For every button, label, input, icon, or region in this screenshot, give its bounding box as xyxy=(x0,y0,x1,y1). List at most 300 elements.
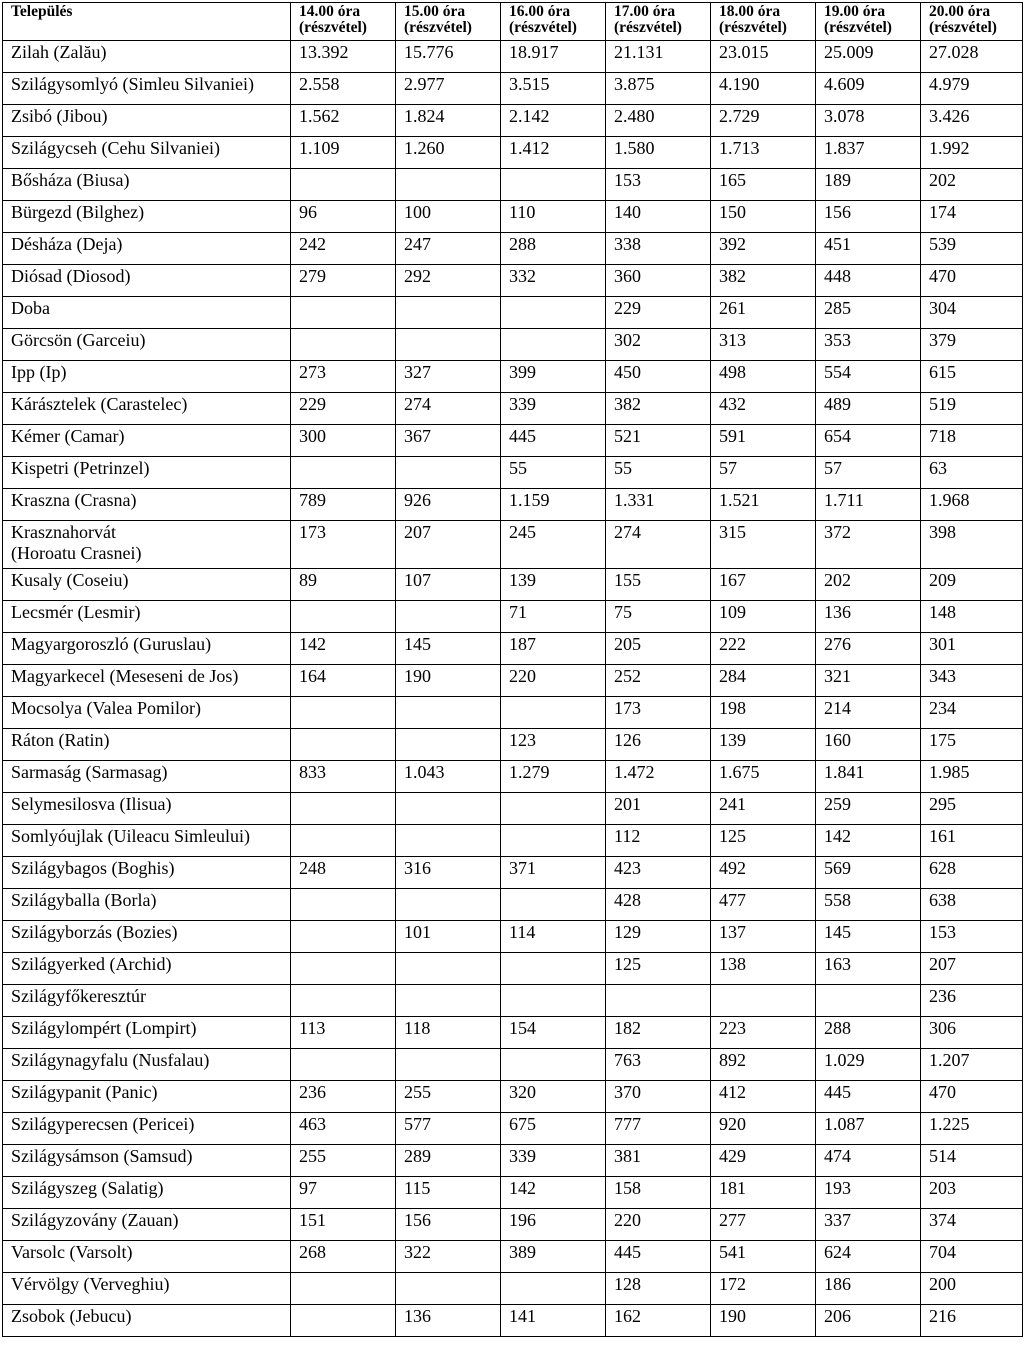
table-row xyxy=(3,1177,1023,1209)
turnout-value-cell: 1.713 xyxy=(711,137,816,169)
turnout-value-cell: 498 xyxy=(711,361,816,393)
turnout-value-cell: 577 xyxy=(396,1113,501,1145)
turnout-value-cell xyxy=(501,169,606,201)
place-name-line: Zsibó (Jibou) xyxy=(11,106,108,126)
place-name-cell xyxy=(3,233,291,265)
table-row xyxy=(3,73,1023,105)
turnout-value-cell: 151 xyxy=(291,1209,396,1241)
place-name-line: Szilágysomlyó (Simleu Silvaniei) xyxy=(11,74,254,94)
header-hour-sub: (részvétel) xyxy=(614,19,682,36)
place-name-line: Szilágyszeg (Salatig) xyxy=(11,1178,164,1198)
turnout-value-cell xyxy=(291,601,396,633)
turnout-value-cell: 304 xyxy=(921,297,1023,329)
turnout-value-cell: 15.776 xyxy=(396,41,501,73)
turnout-value-cell: 288 xyxy=(501,233,606,265)
turnout-value-cell: 1.159 xyxy=(501,489,606,521)
turnout-value-cell: 1.207 xyxy=(921,1049,1023,1081)
turnout-value-cell xyxy=(291,297,396,329)
turnout-value-cell: 3.426 xyxy=(921,105,1023,137)
turnout-value-cell: 112 xyxy=(606,825,711,857)
turnout-value-cell: 337 xyxy=(816,1209,921,1241)
turnout-value-cell: 1.279 xyxy=(501,761,606,793)
turnout-value-cell: 128 xyxy=(606,1273,711,1305)
turnout-value-cell: 381 xyxy=(606,1145,711,1177)
turnout-value-cell xyxy=(396,825,501,857)
turnout-value-cell xyxy=(291,1273,396,1305)
turnout-value-cell: 450 xyxy=(606,361,711,393)
turnout-value-cell: 353 xyxy=(816,329,921,361)
place-name-line: Magyarkecel (Meseseni de Jos) xyxy=(11,666,239,686)
turnout-value-cell xyxy=(501,329,606,361)
turnout-value-cell: 3.078 xyxy=(816,105,921,137)
table-row xyxy=(3,921,1023,953)
place-name-cell xyxy=(3,137,291,169)
turnout-value-cell: 704 xyxy=(921,1241,1023,1273)
turnout-value-cell xyxy=(606,985,711,1017)
place-name-cell xyxy=(3,633,291,665)
turnout-value-cell: 313 xyxy=(711,329,816,361)
table-row xyxy=(3,793,1023,825)
turnout-value-cell: 569 xyxy=(816,857,921,889)
turnout-value-cell xyxy=(291,329,396,361)
table-row xyxy=(3,569,1023,601)
place-name-cell xyxy=(3,857,291,889)
turnout-value-cell: 214 xyxy=(816,697,921,729)
turnout-value-cell: 158 xyxy=(606,1177,711,1209)
place-name-cell xyxy=(3,889,291,921)
turnout-value-cell xyxy=(291,985,396,1017)
turnout-value-cell xyxy=(501,953,606,985)
header-hour-sub: (részvétel) xyxy=(299,19,367,36)
turnout-value-cell: 206 xyxy=(816,1305,921,1337)
turnout-value-cell: 141 xyxy=(501,1305,606,1337)
turnout-value-cell: 153 xyxy=(921,921,1023,953)
turnout-value-cell: 470 xyxy=(921,265,1023,297)
place-name-cell xyxy=(3,921,291,953)
turnout-value-cell xyxy=(501,889,606,921)
turnout-value-cell: 451 xyxy=(816,233,921,265)
turnout-value-cell: 2.977 xyxy=(396,73,501,105)
place-name-line: Diósad (Diosod) xyxy=(11,266,131,286)
turnout-value-cell xyxy=(501,697,606,729)
turnout-value-cell: 615 xyxy=(921,361,1023,393)
turnout-value-cell: 892 xyxy=(711,1049,816,1081)
turnout-value-cell: 477 xyxy=(711,889,816,921)
place-name-line: Varsolc (Varsolt) xyxy=(11,1242,133,1262)
turnout-value-cell: 255 xyxy=(396,1081,501,1113)
header-hour-20 xyxy=(921,3,1023,41)
place-name-line: Kémer (Camar) xyxy=(11,426,125,446)
place-name-cell xyxy=(3,41,291,73)
turnout-value-cell: 301 xyxy=(921,633,1023,665)
turnout-value-cell: 1.260 xyxy=(396,137,501,169)
table-row xyxy=(3,169,1023,201)
table-row xyxy=(3,105,1023,137)
turnout-value-cell: 162 xyxy=(606,1305,711,1337)
place-name-cell xyxy=(3,697,291,729)
place-name-line: (Horoatu Crasnei) xyxy=(11,543,142,563)
turnout-value-cell: 1.985 xyxy=(921,761,1023,793)
turnout-value-cell: 1.043 xyxy=(396,761,501,793)
place-name-line: Ráton (Ratin) xyxy=(11,730,110,750)
turnout-table xyxy=(2,2,1023,1337)
header-hour-label: 16.00 óra xyxy=(509,3,571,20)
place-name-line: Mocsolya (Valea Pomilor) xyxy=(11,698,201,718)
turnout-value-cell: 229 xyxy=(291,393,396,425)
place-name-line: Krasznahorvát xyxy=(11,522,116,542)
turnout-value-cell xyxy=(291,921,396,953)
place-name-line: Sarmaság (Sarmasag) xyxy=(11,762,168,782)
place-name-cell xyxy=(3,1049,291,1081)
turnout-value-cell: 200 xyxy=(921,1273,1023,1305)
place-name-line: Szilágyperecsen (Pericei) xyxy=(11,1114,195,1134)
turnout-value-cell: 138 xyxy=(711,953,816,985)
turnout-value-cell xyxy=(501,985,606,1017)
turnout-value-cell: 360 xyxy=(606,265,711,297)
turnout-value-cell: 514 xyxy=(921,1145,1023,1177)
place-name-line: Szilágynagyfalu (Nusfalau) xyxy=(11,1050,210,1070)
turnout-value-cell: 926 xyxy=(396,489,501,521)
turnout-value-cell: 492 xyxy=(711,857,816,889)
turnout-value-cell: 222 xyxy=(711,633,816,665)
turnout-value-cell: 382 xyxy=(711,265,816,297)
place-name-line: Vérvölgy (Verveghiu) xyxy=(11,1274,170,1294)
turnout-value-cell: 519 xyxy=(921,393,1023,425)
turnout-value-cell: 445 xyxy=(501,425,606,457)
turnout-value-cell: 241 xyxy=(711,793,816,825)
turnout-value-cell: 1.711 xyxy=(816,489,921,521)
turnout-value-cell: 216 xyxy=(921,1305,1023,1337)
place-name-line: Szilágyborzás (Bozies) xyxy=(11,922,178,942)
turnout-value-cell: 190 xyxy=(711,1305,816,1337)
place-name-cell xyxy=(3,665,291,697)
turnout-value-cell: 207 xyxy=(921,953,1023,985)
place-name-line: Szilágyballa (Borla) xyxy=(11,890,157,910)
turnout-value-cell: 1.968 xyxy=(921,489,1023,521)
place-name-line: Szilágysámson (Samsud) xyxy=(11,1146,193,1166)
turnout-value-cell: 302 xyxy=(606,329,711,361)
turnout-value-cell xyxy=(291,457,396,489)
turnout-value-cell: 242 xyxy=(291,233,396,265)
turnout-value-cell: 109 xyxy=(711,601,816,633)
turnout-value-cell: 2.480 xyxy=(606,105,711,137)
turnout-value-cell: 207 xyxy=(396,521,501,569)
turnout-value-cell: 174 xyxy=(921,201,1023,233)
turnout-value-cell: 155 xyxy=(606,569,711,601)
turnout-value-cell xyxy=(396,329,501,361)
table-row xyxy=(3,361,1023,393)
turnout-value-cell: 322 xyxy=(396,1241,501,1273)
turnout-value-cell: 1.824 xyxy=(396,105,501,137)
turnout-value-cell: 274 xyxy=(396,393,501,425)
turnout-value-cell: 1.331 xyxy=(606,489,711,521)
place-name-cell xyxy=(3,601,291,633)
turnout-value-cell xyxy=(291,1049,396,1081)
place-name-cell xyxy=(3,297,291,329)
turnout-value-cell xyxy=(501,297,606,329)
header-hour-label: 17.00 óra xyxy=(614,3,676,20)
turnout-value-cell: 156 xyxy=(816,201,921,233)
turnout-value-cell: 1.412 xyxy=(501,137,606,169)
table-row xyxy=(3,697,1023,729)
turnout-value-cell: 97 xyxy=(291,1177,396,1209)
table-row xyxy=(3,393,1023,425)
turnout-value-cell xyxy=(291,169,396,201)
turnout-value-cell: 142 xyxy=(291,633,396,665)
place-name-line: Szilágylompért (Lompirt) xyxy=(11,1018,197,1038)
turnout-value-cell: 3.875 xyxy=(606,73,711,105)
table-row xyxy=(3,521,1023,569)
table-row xyxy=(3,1081,1023,1113)
turnout-value-cell: 175 xyxy=(921,729,1023,761)
turnout-value-cell: 279 xyxy=(291,265,396,297)
turnout-value-cell: 4.190 xyxy=(711,73,816,105)
turnout-value-cell: 316 xyxy=(396,857,501,889)
turnout-value-cell: 125 xyxy=(711,825,816,857)
turnout-value-cell xyxy=(396,953,501,985)
turnout-value-cell: 1.225 xyxy=(921,1113,1023,1145)
turnout-value-cell: 261 xyxy=(711,297,816,329)
table-row xyxy=(3,265,1023,297)
turnout-value-cell: 591 xyxy=(711,425,816,457)
turnout-value-cell: 370 xyxy=(606,1081,711,1113)
turnout-value-cell xyxy=(396,169,501,201)
turnout-value-cell: 398 xyxy=(921,521,1023,569)
table-row xyxy=(3,297,1023,329)
header-hour-19 xyxy=(816,3,921,41)
turnout-value-cell: 389 xyxy=(501,1241,606,1273)
turnout-value-cell: 27.028 xyxy=(921,41,1023,73)
place-name-cell xyxy=(3,793,291,825)
turnout-value-cell: 140 xyxy=(606,201,711,233)
table-row xyxy=(3,1273,1023,1305)
turnout-value-cell: 164 xyxy=(291,665,396,697)
turnout-value-cell: 160 xyxy=(816,729,921,761)
turnout-value-cell: 156 xyxy=(396,1209,501,1241)
turnout-value-cell: 248 xyxy=(291,857,396,889)
turnout-value-cell: 300 xyxy=(291,425,396,457)
turnout-value-cell: 285 xyxy=(816,297,921,329)
place-name-cell xyxy=(3,569,291,601)
turnout-value-cell: 1.841 xyxy=(816,761,921,793)
place-name-line: Magyargoroszló (Guruslau) xyxy=(11,634,212,654)
place-name-line: Szilágyzovány (Zauan) xyxy=(11,1210,179,1230)
place-name-cell xyxy=(3,1177,291,1209)
turnout-value-cell: 209 xyxy=(921,569,1023,601)
turnout-value-cell: 57 xyxy=(816,457,921,489)
turnout-value-cell: 220 xyxy=(606,1209,711,1241)
turnout-value-cell: 25.009 xyxy=(816,41,921,73)
turnout-value-cell: 371 xyxy=(501,857,606,889)
turnout-value-cell xyxy=(396,793,501,825)
turnout-value-cell: 136 xyxy=(816,601,921,633)
turnout-value-cell: 229 xyxy=(606,297,711,329)
turnout-value-cell: 115 xyxy=(396,1177,501,1209)
turnout-value-cell: 3.515 xyxy=(501,73,606,105)
turnout-value-cell: 382 xyxy=(606,393,711,425)
place-name-line: Bősháza (Biusa) xyxy=(11,170,130,190)
turnout-value-cell: 161 xyxy=(921,825,1023,857)
turnout-value-cell: 1.109 xyxy=(291,137,396,169)
turnout-value-cell: 1.992 xyxy=(921,137,1023,169)
turnout-value-cell: 154 xyxy=(501,1017,606,1049)
turnout-value-cell xyxy=(396,1049,501,1081)
turnout-value-cell: 55 xyxy=(501,457,606,489)
turnout-value-cell xyxy=(396,889,501,921)
place-name-cell xyxy=(3,1017,291,1049)
turnout-value-cell: 181 xyxy=(711,1177,816,1209)
turnout-value-cell: 13.392 xyxy=(291,41,396,73)
turnout-value-cell: 474 xyxy=(816,1145,921,1177)
turnout-value-cell: 245 xyxy=(501,521,606,569)
header-hour-label: 19.00 óra xyxy=(824,3,886,20)
header-hour-label: 18.00 óra xyxy=(719,3,781,20)
turnout-value-cell xyxy=(396,457,501,489)
turnout-value-cell: 89 xyxy=(291,569,396,601)
turnout-value-cell: 220 xyxy=(501,665,606,697)
turnout-value-cell: 289 xyxy=(396,1145,501,1177)
turnout-value-cell: 339 xyxy=(501,1145,606,1177)
place-name-cell xyxy=(3,1209,291,1241)
turnout-value-cell xyxy=(396,297,501,329)
place-name-cell xyxy=(3,953,291,985)
turnout-value-cell: 521 xyxy=(606,425,711,457)
turnout-value-cell: 142 xyxy=(816,825,921,857)
turnout-value-cell xyxy=(396,729,501,761)
turnout-value-cell xyxy=(396,697,501,729)
turnout-value-cell xyxy=(816,985,921,1017)
turnout-value-cell: 1.521 xyxy=(711,489,816,521)
place-name-cell xyxy=(3,1113,291,1145)
turnout-value-cell: 274 xyxy=(606,521,711,569)
turnout-value-cell: 252 xyxy=(606,665,711,697)
turnout-value-cell: 255 xyxy=(291,1145,396,1177)
place-name-cell xyxy=(3,1081,291,1113)
turnout-value-cell: 412 xyxy=(711,1081,816,1113)
header-hour-sub: (részvétel) xyxy=(824,19,892,36)
turnout-value-cell: 284 xyxy=(711,665,816,697)
place-name-line: Selymesilosva (Ilisua) xyxy=(11,794,172,814)
table-row xyxy=(3,1113,1023,1145)
turnout-value-cell: 259 xyxy=(816,793,921,825)
place-name-cell xyxy=(3,825,291,857)
table-row xyxy=(3,1017,1023,1049)
turnout-value-cell: 173 xyxy=(606,697,711,729)
table-row xyxy=(3,857,1023,889)
turnout-value-cell: 463 xyxy=(291,1113,396,1145)
table-row xyxy=(3,1241,1023,1273)
turnout-value-cell: 277 xyxy=(711,1209,816,1241)
turnout-value-cell: 129 xyxy=(606,921,711,953)
turnout-value-cell: 554 xyxy=(816,361,921,393)
turnout-value-cell: 339 xyxy=(501,393,606,425)
turnout-value-cell: 113 xyxy=(291,1017,396,1049)
header-hour-sub: (részvétel) xyxy=(719,19,787,36)
turnout-value-cell: 201 xyxy=(606,793,711,825)
place-name-cell xyxy=(3,105,291,137)
place-name-line: Zsobok (Jebucu) xyxy=(11,1306,132,1326)
turnout-value-cell xyxy=(396,985,501,1017)
place-name-line: Kárásztelek (Carastelec) xyxy=(11,394,188,414)
turnout-value-cell: 189 xyxy=(816,169,921,201)
place-name-line: Kispetri (Petrinzel) xyxy=(11,458,150,478)
turnout-value-cell xyxy=(711,985,816,1017)
table-row xyxy=(3,425,1023,457)
place-name-line: Ipp (Ip) xyxy=(11,362,67,382)
header-hour-sub: (részvétel) xyxy=(929,19,997,36)
place-name-cell xyxy=(3,329,291,361)
turnout-value-cell: 186 xyxy=(816,1273,921,1305)
turnout-value-cell: 1.087 xyxy=(816,1113,921,1145)
turnout-value-cell: 136 xyxy=(396,1305,501,1337)
turnout-value-cell: 367 xyxy=(396,425,501,457)
turnout-value-cell: 247 xyxy=(396,233,501,265)
turnout-value-cell: 236 xyxy=(291,1081,396,1113)
table-row xyxy=(3,825,1023,857)
turnout-value-cell: 539 xyxy=(921,233,1023,265)
turnout-value-cell: 18.917 xyxy=(501,41,606,73)
place-name-cell xyxy=(3,1273,291,1305)
turnout-value-cell: 372 xyxy=(816,521,921,569)
turnout-value-cell: 445 xyxy=(816,1081,921,1113)
table-row xyxy=(3,633,1023,665)
turnout-value-cell: 190 xyxy=(396,665,501,697)
turnout-value-cell xyxy=(501,1049,606,1081)
turnout-value-cell: 148 xyxy=(921,601,1023,633)
turnout-value-cell: 236 xyxy=(921,985,1023,1017)
turnout-value-cell: 392 xyxy=(711,233,816,265)
place-name-line: Szilágycseh (Cehu Silvaniei) xyxy=(11,138,220,158)
table-row xyxy=(3,329,1023,361)
place-name-line: Szilágybagos (Boghis) xyxy=(11,858,175,878)
turnout-value-cell: 489 xyxy=(816,393,921,425)
turnout-value-cell: 223 xyxy=(711,1017,816,1049)
turnout-value-cell: 202 xyxy=(816,569,921,601)
header-row xyxy=(3,3,1023,41)
place-name-line: Somlyóujlak (Uileacu Simleului) xyxy=(11,826,250,846)
turnout-value-cell xyxy=(291,953,396,985)
turnout-value-cell: 273 xyxy=(291,361,396,393)
turnout-value-cell: 432 xyxy=(711,393,816,425)
turnout-value-cell: 4.609 xyxy=(816,73,921,105)
table-row xyxy=(3,1049,1023,1081)
turnout-value-cell: 167 xyxy=(711,569,816,601)
header-hour-14 xyxy=(291,3,396,41)
place-name-line: Szilágyerked (Archid) xyxy=(11,954,172,974)
turnout-value-cell: 306 xyxy=(921,1017,1023,1049)
place-name-cell xyxy=(3,761,291,793)
turnout-value-cell: 338 xyxy=(606,233,711,265)
turnout-value-cell: 1.580 xyxy=(606,137,711,169)
turnout-value-cell: 320 xyxy=(501,1081,606,1113)
header-hour-sub: (részvétel) xyxy=(509,19,577,36)
place-name-cell xyxy=(3,265,291,297)
turnout-value-cell: 315 xyxy=(711,521,816,569)
turnout-value-cell xyxy=(291,793,396,825)
turnout-value-cell: 63 xyxy=(921,457,1023,489)
header-place: Település xyxy=(3,3,291,41)
turnout-value-cell: 55 xyxy=(606,457,711,489)
turnout-value-cell xyxy=(501,825,606,857)
table-row xyxy=(3,761,1023,793)
turnout-value-cell: 321 xyxy=(816,665,921,697)
table-row xyxy=(3,665,1023,697)
place-name-cell xyxy=(3,489,291,521)
turnout-value-cell: 126 xyxy=(606,729,711,761)
place-name-cell xyxy=(3,169,291,201)
turnout-value-cell: 292 xyxy=(396,265,501,297)
turnout-value-cell: 100 xyxy=(396,201,501,233)
